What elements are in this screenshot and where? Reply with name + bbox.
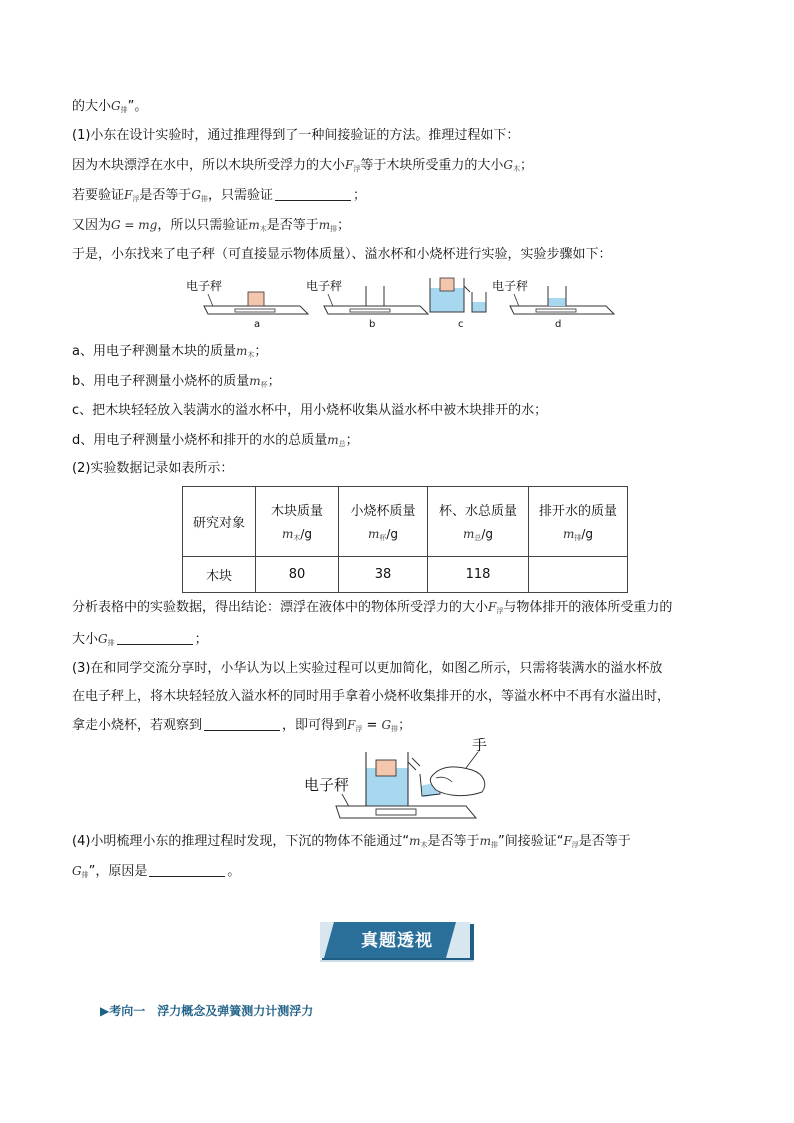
text-line: d、用电子秤测量小烧杯和排开的水的总质量$m_总$； — [72, 433, 359, 448]
panel-d — [492, 278, 614, 330]
text-line: b、用电子秤测量小烧杯的质量$m_杯$； — [72, 374, 281, 389]
text-line: 于是，小东找来了电子秤（可直接显示物体质量）、溢水杯和小烧杯进行实验，实验步骤如下： — [72, 247, 612, 262]
table-cell: 80 — [256, 557, 339, 593]
table-header-cell: 排开水的质量 $m_排/g$ — [529, 487, 628, 557]
text-line: a、用电子秤测量木块的质量$m_木$； — [72, 344, 268, 359]
text-line: 又因为G = mg，所以只需验证$m_木$是否等于$m_排$； — [72, 218, 351, 233]
answer-blank-4[interactable] — [149, 864, 225, 877]
panel-label: c — [458, 319, 464, 330]
wood-block — [248, 292, 264, 306]
table-header-row — [183, 487, 628, 557]
wood-block — [376, 760, 396, 776]
text-line: 大小$G_排$ ； — [72, 632, 208, 647]
section-heading: ▶考向一 浮力概念及弹簧测力计测浮力 — [100, 1004, 314, 1018]
text-line: 若要验证$F_浮$是否等于$G_排$，只需验证 ； — [72, 188, 366, 203]
panel-a — [186, 278, 308, 330]
text-line: (2)实验数据记录如表所示： — [72, 461, 234, 476]
text-line: 拿走小烧杯，若观察到 ，即可得到$F_浮 = G_排$； — [72, 718, 412, 733]
table-cell: 38 — [339, 557, 428, 593]
scale-label: 电子秤 — [492, 279, 529, 293]
panel-b — [306, 278, 428, 330]
section-banner — [320, 922, 474, 962]
banner-title: 真题透视 — [361, 931, 433, 951]
experiment-figure-a-d — [180, 272, 620, 332]
hand-label: 手 — [472, 738, 488, 754]
table-cell-answer[interactable] — [529, 557, 628, 593]
table-header-cell: 木块质量 $m_木/g$ — [256, 487, 339, 557]
answer-blank-1[interactable] — [275, 188, 351, 201]
text-line: 因为木块漂浮在水中，所以木块所受浮力的大小$F_浮$等于木块所受重力的大小$G_木$； — [72, 158, 533, 173]
table-header-cell: 杯、水总质量 $m_总/g$ — [428, 487, 529, 557]
text-line: (4)小明梳理小东的推理过程时发现，下沉的物体不能通过“$m_木$是否等于$m_排$”间接验证“$F_浮$是否等于 — [72, 834, 631, 849]
panel-label: b — [369, 319, 376, 330]
wood-block — [440, 278, 454, 291]
table-cell: 118 — [428, 557, 529, 593]
hand — [430, 767, 484, 796]
answer-blank-3[interactable] — [204, 718, 280, 731]
answer-blank-2[interactable] — [117, 632, 193, 645]
panel-c — [430, 278, 486, 330]
text-line: (1)小东在设计实验时，通过推理得到了一种间接验证的方法。推理过程如下： — [72, 128, 520, 143]
table-cell: 木块 — [183, 557, 256, 593]
text-line: 在电子秤上，将木块轻轻放入溢水杯的同时用手拿着小烧杯收集排开的水，等溢水杯中不再有水溢出时， — [72, 689, 671, 704]
scale-label: 电子秤 — [304, 776, 350, 794]
table-row — [183, 557, 628, 593]
small-beaker — [366, 286, 384, 306]
text-line: 的大小$G_排$”。 — [72, 99, 148, 114]
text-line: c、把木块轻轻放入装满水的溢水杯中，用小烧杯收集从溢水杯中被木块排开的水； — [72, 403, 548, 418]
scale-label: 电子秤 — [186, 279, 223, 293]
text-line: $G_排$”，原因是 。 — [72, 864, 241, 879]
text-line: (3)在和同学交流分享时，小华认为以上实验过程可以更加简化，如图乙所示，只需将装满水的溢水杯放 — [72, 661, 663, 676]
panel-label: d — [555, 319, 562, 330]
table-header-cell: 研究对象 — [183, 487, 256, 557]
text-line: 分析表格中的实验数据，得出结论：漂浮在液体中的物体所受浮力的大小$F_浮$与物体排开的液体所受重力的 — [72, 600, 673, 615]
scale-label: 电子秤 — [306, 279, 343, 293]
table-header-cell: 小烧杯质量 $m_杯/g$ — [339, 487, 428, 557]
data-table — [182, 486, 628, 593]
panel-label: a — [254, 319, 261, 330]
experiment-figure-yi — [296, 738, 512, 826]
